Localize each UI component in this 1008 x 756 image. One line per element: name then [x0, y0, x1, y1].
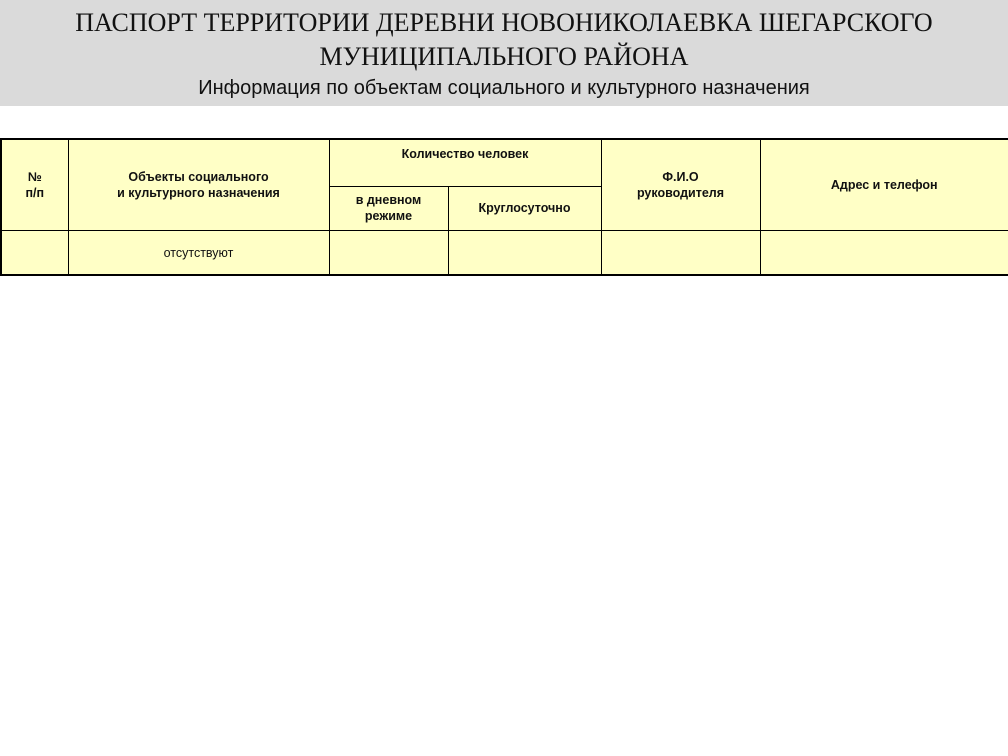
cell-count-day — [329, 230, 448, 275]
column-header-objects: Объекты социального и культурного назначения — [68, 139, 329, 230]
social-objects-table — [0, 138, 1008, 276]
cell-count-24h — [448, 230, 601, 275]
page-subtitle: Информация по объектам социального и культурного назначения — [198, 77, 810, 99]
column-header-people-count: Количество человек — [329, 139, 601, 186]
table-row — [1, 230, 1008, 275]
table-header-row — [1, 139, 1008, 186]
column-header-number: № п/п — [1, 139, 68, 230]
cell-objects: отсутствуют — [68, 230, 329, 275]
cell-address-phone — [760, 230, 1008, 275]
column-header-address-phone: Адрес и телефон — [760, 139, 1008, 230]
column-header-head-name: Ф.И.О руководителя — [601, 139, 760, 230]
cell-head-name — [601, 230, 760, 275]
page-title-line-1: ПАСПОРТ ТЕРРИТОРИИ ДЕРЕВНИ НОВОНИКОЛАЕВКА ШЕГАРСКОГО — [75, 8, 933, 37]
column-header-round-the-clock: Круглосуточно — [448, 186, 601, 230]
page-title-line-2: МУНИЦИПАЛЬНОГО РАЙОНА — [319, 42, 689, 71]
cell-number — [1, 230, 68, 275]
column-header-day-mode: в дневном режиме — [329, 186, 448, 230]
